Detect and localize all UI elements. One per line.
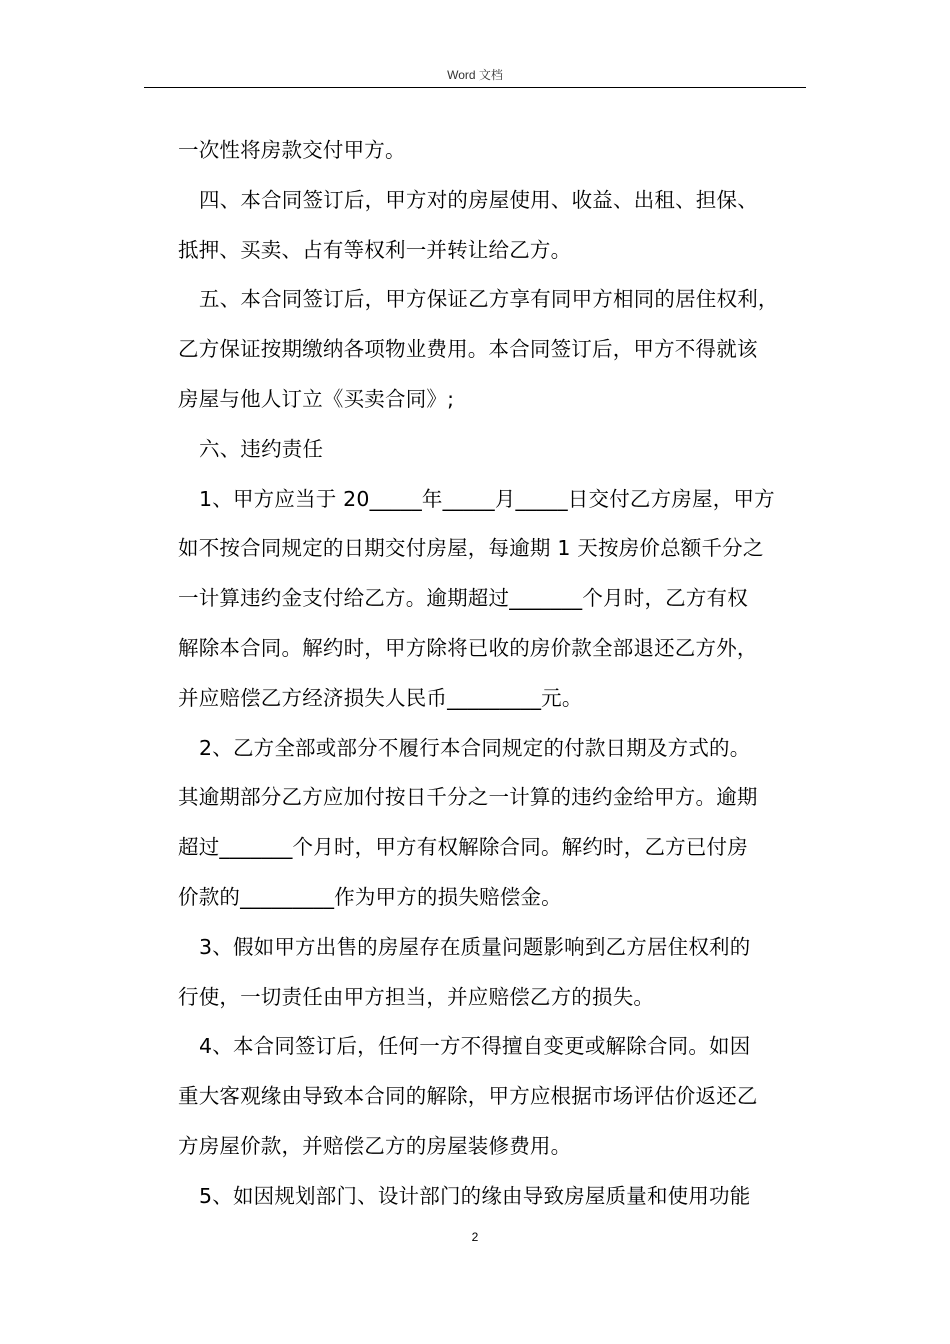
page-number: 2 [471,1230,479,1244]
text-line: 价款的_________作为甲方的损失赔偿金。 [178,884,562,909]
text-line: 一计算违约金支付给乙方。逾期超过_______个月时，乙方有权 [178,586,748,611]
text-line: 1、甲方应当于 20_____年_____月_____日交付乙方房屋，甲方 [199,486,775,511]
text-line: 一次性将房款交付甲方。 [178,138,406,162]
text-line: 五、本合同签订后，甲方保证乙方享有同甲方相同的居住权利， [199,287,779,312]
text-line: 并应赔偿乙方经济损失人民币_________元。 [178,685,583,710]
text-line: 六、违约责任 [199,436,324,461]
text-line: 房屋与他人订立《买卖合同》; [178,386,455,411]
text-line: 抵押、买卖、占有等权利一并转让给乙方。 [178,237,572,262]
text-line: 超过_______个月时，甲方有权解除合同。解约时，乙方已付房 [178,835,748,860]
text-line: 乙方保证按期缴纳各项物业费用。本合同签订后，甲方不得就该 [178,337,758,362]
text-line: 四、本合同签订后，甲方对的房屋使用、收益、出租、担保、 [199,187,758,212]
header-divider [144,87,806,88]
text-line: 4、本合同签订后，任何一方不得擅自变更或解除合同。如因 [199,1034,751,1059]
text-line: 方房屋价款，并赔偿乙方的房屋装修费用。 [178,1133,572,1158]
text-line: 如不按合同规定的日期交付房屋，每逾期 1 天按房价总额千分之 [178,536,764,561]
page-header: Word 文档 [447,68,503,82]
text-line: 行使，一切责任由甲方担当，并应赔偿乙方的损失。 [178,984,655,1009]
text-line: 解除本合同。解约时，甲方除将已收的房价款全部退还乙方外， [178,635,758,660]
text-line: 重大客观缘由导致本合同的解除，甲方应根据市场评估价返还乙 [178,1084,758,1109]
text-line: 3、假如甲方出售的房屋存在质量问题影响到乙方居住权利的 [199,934,751,959]
text-line: 5、如因规划部门、设计部门的缘由导致房屋质量和使用功能 [199,1183,751,1208]
text-line: 其逾期部分乙方应加付按日千分之一计算的违约金给甲方。逾期 [178,785,758,810]
document-body [178,126,818,1222]
text-line: 2、乙方全部或部分不履行本合同规定的付款日期及方式的。 [199,735,751,760]
